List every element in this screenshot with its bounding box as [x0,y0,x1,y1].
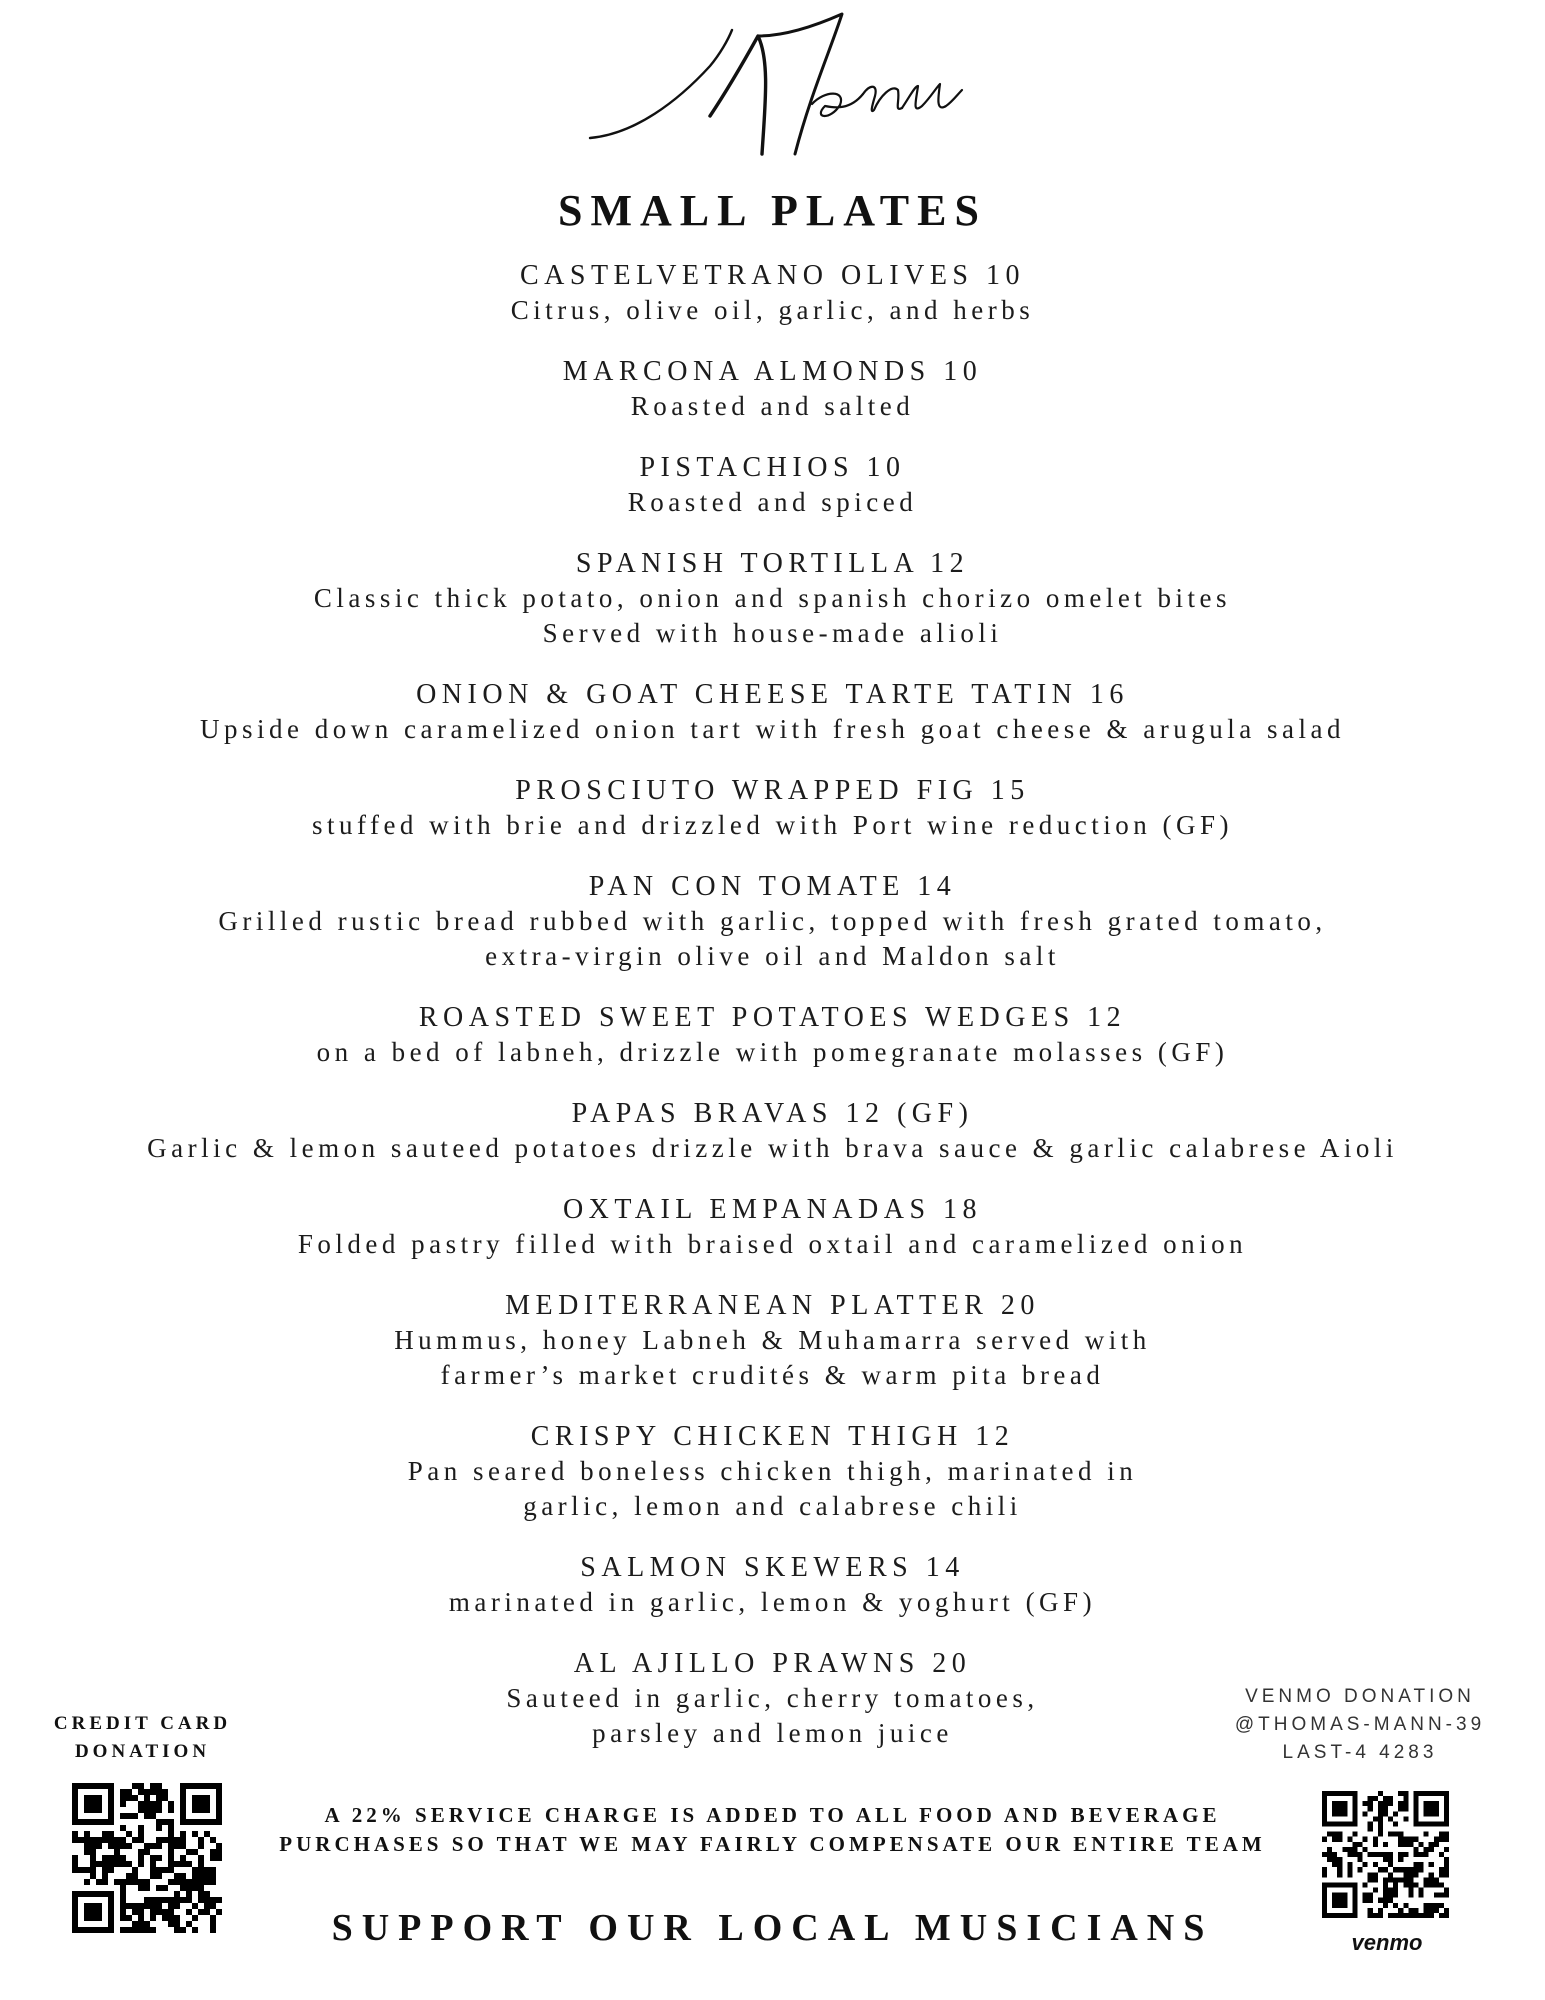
menu-item-description: garlic, lemon and calabrese chili [523,1491,1022,1521]
menu-item [0,869,1545,974]
menu-item-name: SALMON SKEWERS 14 [580,1552,965,1583]
menu-item-description: Pan seared boneless chicken thigh, marinated in [407,1456,1138,1486]
venmo-donation-label [1200,1683,1520,1767]
credit-card-donation-label [30,1710,255,1766]
venmo-logo: venmo [1351,1930,1423,1955]
menu-item-description: Citrus, olive oil, garlic, and herbs [510,295,1035,325]
menu-item-name: PAPAS BRAVAS 12 (GF) [571,1098,974,1129]
venmo-handle: @THOMAS-MANN-39 [1234,1714,1486,1735]
menu-item-description: Garlic & lemon sauteed potatoes drizzle with brava sauce & garlic calabrese Aioli [147,1133,1398,1163]
menu-item [0,354,1545,424]
menu-item-description: Classic thick potato, onion and spanish chorizo omelet bites [313,583,1232,613]
menu-item-name: MARCONA ALMONDS 10 [562,356,983,387]
menu-item-name: CRISPY CHICKEN THIGH 12 [530,1421,1015,1452]
venmo-qr-code-icon[interactable] [1322,1791,1449,1918]
service-note-line1: A 22% SERVICE CHARGE IS ADDED TO ALL FOOD AND BEVERAGE [324,1803,1221,1827]
menu-item [0,1288,1545,1393]
menu-item-description: farmer’s market crudités & warm pita bread [440,1360,1105,1390]
credit-card-label-line2: DONATION [74,1741,211,1762]
menu-item-description: Sauteed in garlic, cherry tomatoes, [506,1683,1039,1713]
menu-item-description: Served with house-made alioli [542,618,1003,648]
menu-item [0,1419,1545,1524]
service-note-line2: PURCHASES SO THAT WE MAY FAIRLY COMPENSATE OUR ENTIRE TEAM [279,1832,1266,1856]
menu-item-description: Roasted and spiced [627,487,918,517]
menu-item-description: Roasted and salted [630,391,915,421]
menu-item [0,546,1545,651]
menu-item [0,1096,1545,1166]
menu-item-description: Upside down caramelized onion tart with fresh goat cheese & arugula salad [200,714,1345,744]
menu-item-description: on a bed of labneh, drizzle with pomegranate molasses (GF) [316,1037,1229,1067]
menu-item-description: extra-virgin olive oil and Maldon salt [485,941,1060,971]
support-musicians-text: SUPPORT OUR LOCAL MUSICIANS [331,1907,1214,1949]
menu-item-name: PROSCIUTO WRAPPED FIG 15 [515,775,1030,806]
menu-item-name: AL AJILLO PRAWNS 20 [573,1648,972,1679]
menu-script-logo [560,6,980,171]
menu-item [0,1550,1545,1620]
menu-item-name: PISTACHIOS 10 [639,452,906,483]
menu-item [0,773,1545,843]
menu-item-name: CASTELVETRANO OLIVES 10 [519,260,1026,291]
venmo-label-line1: VENMO DONATION [1245,1686,1475,1707]
menu-item [0,677,1545,747]
credit-card-label-line1: CREDIT CARD [53,1713,232,1734]
menu-item-name: PAN CON TOMATE 14 [588,871,957,902]
menu-item-name: OXTAIL EMPANADAS 18 [562,1194,983,1225]
menu-title [0,0,1545,175]
service-charge-note [230,1801,1315,1859]
menu-item-name: MEDITERRANEAN PLATTER 20 [505,1290,1040,1321]
venmo-last4: LAST-4 4283 [1282,1742,1438,1763]
menu-item-description: marinated in garlic, lemon & yoghurt (GF) [448,1587,1097,1617]
menu-item-name: ROASTED SWEET POTATOES WEDGES 12 [418,1002,1127,1033]
menu-item-description: Folded pastry filled with braised oxtail and caramelized onion [297,1229,1248,1259]
menu-item [0,450,1545,520]
menu-item-description: parsley and lemon juice [592,1718,953,1748]
menu-item [0,1000,1545,1070]
menu-item-description: stuffed with brie and drizzled with Port wine reduction (GF) [311,810,1234,840]
menu-item-description: Grilled rustic bread rubbed with garlic, topped with fresh grated tomato, [218,906,1327,936]
menu-item [0,1192,1545,1262]
menu-item-name: ONION & GOAT CHEESE TARTE TATIN 16 [416,679,1129,710]
section-heading: SMALL PLATES [558,186,987,235]
menu-item-description: Hummus, honey Labneh & Muhamarra served with [394,1325,1151,1355]
menu-item [0,258,1545,328]
menu-items [0,258,1545,1777]
menu-item-name: SPANISH TORTILLA 12 [575,548,970,579]
